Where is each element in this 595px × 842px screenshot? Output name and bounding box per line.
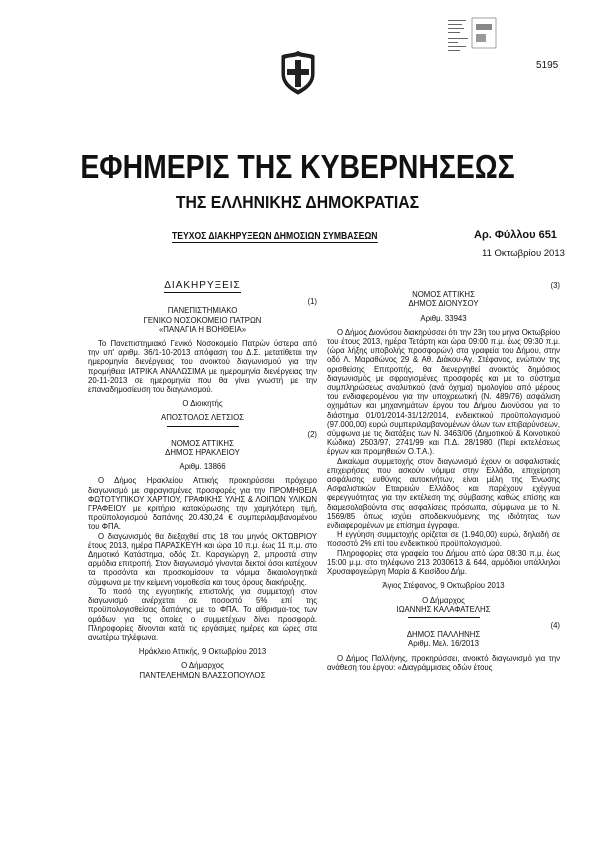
notice-body: Ο Δήμος Παλλήνης, προκηρύσσει, ανοικτό διαγωνισμό για την ανάθεση του έργου: «Διαγράμμισεις οδών έτους xyxy=(327,653,560,672)
notice-heading-line: ΝΟΜΟΣ ΑΤΤΙΚΗΣ xyxy=(171,438,234,448)
notice-heading-line: ΝΟΜΟΣ ΑΤΤΙΚΗΣ xyxy=(412,290,475,300)
stamp xyxy=(448,16,508,64)
notice-body: Ο Δήμος Διονύσου διακηρύσσει ότι την 23η του μηνα Οκτωβρίου του έτους 2013, ημέρα Τετάρτη και ώρα 09:00 π.μ. έως 09:30 π.μ. (ώρα λήξης υποβολής προσφορών) στα γραφεία του Δήμου, στην οδό Λ. Μαραθώνος 29 & Αθ. Διάκου-Αγ. Στέφανος, ενώπιον της ορισθείσης Επιτροπής, θα διενεργηθεί ανοικτός δημόσιος διαγωνισμός με σφραγισμένες προσφορές και με το σύστημα συμπληρώσεως αναλυτικού (ανά όχημα) τιμολογίου από μέρους του ενδιαφερομένου για την υποχρεωτική (Ν. 489/76) ασφάλιση οχημάτων και μηχανημάτων έργου του Δήμου Διονύσου για το διάστημα 01/01/2014-31/12/2014, ενδεικτικού προϋπολογισμού (97.000,00) ευρώ συμπεριλαμβανομένων όλων των επιβαρύνσεων, σύμφωνα με τις διατάξεις των Ν. 3463/06 (Δημοτικού & Κοινοτικού Κώδικα) 2503/97, 2741/99 και Π.Δ. 28/1980 (Περί εκτελέσεως έργων και προμηθειών Ο.Τ.Α.). xyxy=(327,327,560,457)
signer-title: Ο Δήμαρχος xyxy=(422,595,465,605)
notice-heading-line: «ΠΑΝΑΓΙΑ Η ΒΟΗΘΕΙΑ» xyxy=(158,324,247,334)
notice-heading-line: ΠΑΝΕΠΙΣΤΗΜΙΑΚΟ xyxy=(167,306,238,316)
signer-title: Ο Διοικητής xyxy=(182,399,223,409)
gazette-subtitle: ΤΗΣ ΕΛΛΗΝΙΚΗΣ ΔΗΜΟΚΡΑΤΙΑΣ xyxy=(175,192,420,212)
divider xyxy=(167,426,239,427)
notice-number: (4) xyxy=(550,620,560,630)
notice-body: Πληροφορίες στα γραφεία του Δήμου από ώρα 08:30 π.μ. έως 15:00 μ.μ. στο τηλέφωνο 213 2030613 & 644, αρμόδιοι υπάλληλοι Χρυσαφογεώργη Μαρία & Κεισίδου Δήμ. xyxy=(327,548,560,577)
signer-name: ΑΠΟΣΤΟΛΟΣ ΛΕΤΣΙΟΣ xyxy=(161,413,244,423)
sheet-number: Αρ. Φύλλου 651 xyxy=(474,229,557,241)
issue-date: 11 Οκτωβρίου 2013 xyxy=(482,248,565,259)
gazette-title: ΕΦΗΜΕΡΙΣ ΤΗΣ ΚΥΒΕΡΝΗΣΕΩΣ xyxy=(80,148,515,185)
notice-body: Το ποσό της εγγυητικής επιστολής για συμμετοχή στον διαγωνισμό ανέρχεται σε ποσοστό 5% επί της προϋπολογισθείσας δαπάνης με το ΦΠΑ. Το αίθρισμα-τος των ομάδων για τις οποίες ο συμμετέχων δίνει προσφορά. Πληροφορίες δίνονται κατά τις εργάσιμες ημέρες και ώρες στα ανωτέρω τηλέφωνα. xyxy=(88,586,317,642)
right-column xyxy=(327,281,560,672)
notice-heading-line: ΓΕΝΙΚΟ ΝΟΣΟΚΟΜΕΙΟ ΠΑΤΡΩΝ xyxy=(143,315,262,325)
notice-body: Ο διαγωνισμός θα διεξαχθεί στις 18 του μηνός ΟΚΤΩΒΡΙΟΥ έτους 2013, ημέρα ΠΑΡΑΣΚΕΥΗ και ώρα 10 π.μ. έως 11 π.μ. στο Δημοτικό Κατάστημα, οδός Στ. Καραγιώργη 2, μπροστά στην αρμόδια επιτροπή. Στον διαγωνισμό γίνονται δεκτοί όσοι κατέχουν τα προσόντα και προσκομίσουν τα νόμιμα δικαιολογητικά σύμφωνα με την κείμενη νομοθεσία και τους όρους διακήρυξης. xyxy=(88,531,317,587)
notice-body: Δικαίωμα συμμετοχής στον διαγωνισμό έχουν οι ασφαλιστικές επιχειρήσεις που ασκούν νόμιμα στην Ελλάδα, επιχείρηση ασφάλισης ευθύνης αυτοκινήτων, είναι μέλη της Ένωσης Ασφαλιστικών Εταιρειών Ελλάδος και παρέχουν εχέγγυα φερεγγυότητας για την εκτέλεση της σύμβασης καθώς επίσης και διαμεσολαβούντα στις ασφαλίσεις πρόσωπα, σύμφωνα με το Ν. 1569/85 όπως ισχύει αποδεικνυόμενης της ιδιότητας των ενδιαφερομένων με επίσημα έγγραφα. xyxy=(327,456,560,531)
place-date: Άγιος Στέφανος, 9 Οκτωβρίου 2013 xyxy=(382,581,505,591)
notice-number: (2) xyxy=(307,429,317,439)
divider xyxy=(408,617,480,618)
section-title: ΔΙΑΚΗΡΥΞΕΙΣ xyxy=(164,280,241,291)
notice-body: Ο Δήμος Ηρακλείου Αττικής προκηρύσσει πρόχειρο διαγωνισμό με σφραγισμένες προσφορές για την ΠΡΟΜΗΘΕΙΑ ΦΩΤΟΤΥΠΙΚΟΥ ΧΑΡΤΙΟΥ, ΓΡΑΦΙΚΗΣ ΥΛΗΣ & ΛΟΙΠΩΝ ΥΛΙΚΩΝ ΓΡΑΦΕΙΟΥ με κριτήριο κατακύρωσης την χαμηλότερη τιμή, προϋπολογισμού δαπάνης 20.430,24 € συμπεριλαμβανομένου του ΦΠΑ. xyxy=(88,476,317,532)
notice-number: (3) xyxy=(550,281,560,290)
stamp-graphic xyxy=(448,16,508,64)
notice-ref-number: Αριθμ. Μελ. 16/2013 xyxy=(408,639,479,649)
notice-body: Το Πανεπιστημιακό Γενικό Νοσοκομείο Πατρών ύστερα από την υπ' αριθμ. 36/1-10-2013 απόφαση του Δ.Σ. μετατίθεται την ημερομηνία διενέργειας του ανοικτού διαγωνισμού για την προμήθεια ΙΑΤΡΙΚΑ ΑΝΑΛΩΣΙΜΑ με ημερομηνία διενέργειας την 20-11-2013 σε ημερομηνία που θα γίνει γνωστή με την επαναδημοσίευση του διαγωνισμού. xyxy=(88,339,317,395)
coat-of-arms-icon xyxy=(280,50,316,96)
notice-body: Η εγγύηση συμμετοχής ορίζεται σε (1.940,00) ευρώ, δηλαδή σε ποσοστό 2% επί του ενδεικτικού προϋπολογισμού. xyxy=(327,530,560,549)
notice-ref-number: Αριθμ. 13866 xyxy=(179,462,226,472)
place-date: Ηράκλειο Αττικής, 9 Οκτωβρίου 2013 xyxy=(138,647,267,657)
signer-name: ΙΩΑΝΝΗΣ ΚΑΛΑΦΑΤΕΛΗΣ xyxy=(396,604,491,614)
left-column xyxy=(88,281,317,680)
issue-type: ΤΕΥΧΟΣ ΔΙΑΚΗΡΥΞΕΩΝ ΔΗΜΟΣΙΩΝ ΣΥΜΒΑΣΕΩΝ xyxy=(172,230,378,242)
notice-ref-number: Αριθμ. 33943 xyxy=(420,313,467,323)
notice-heading-line: ΔΗΜΟΣ ΠΑΛΛΗΝΗΣ xyxy=(406,630,481,640)
signer-name: ΠΑΝΤΕΛΕΗΜΩΝ ΒΛΑΣΣΟΠΟΥΛΟΣ xyxy=(139,670,266,680)
page-number: 5195 xyxy=(536,60,559,71)
signer-title: Ο Δήμαρχος xyxy=(181,661,224,671)
notice-number: (1) xyxy=(307,297,317,307)
notice-heading-line: ΔΗΜΟΣ ΔΙΟΝΥΣΟΥ xyxy=(408,299,479,309)
notice-heading-line: ΔΗΜΟΣ ΗΡΑΚΛΕΙΟΥ xyxy=(165,448,240,458)
